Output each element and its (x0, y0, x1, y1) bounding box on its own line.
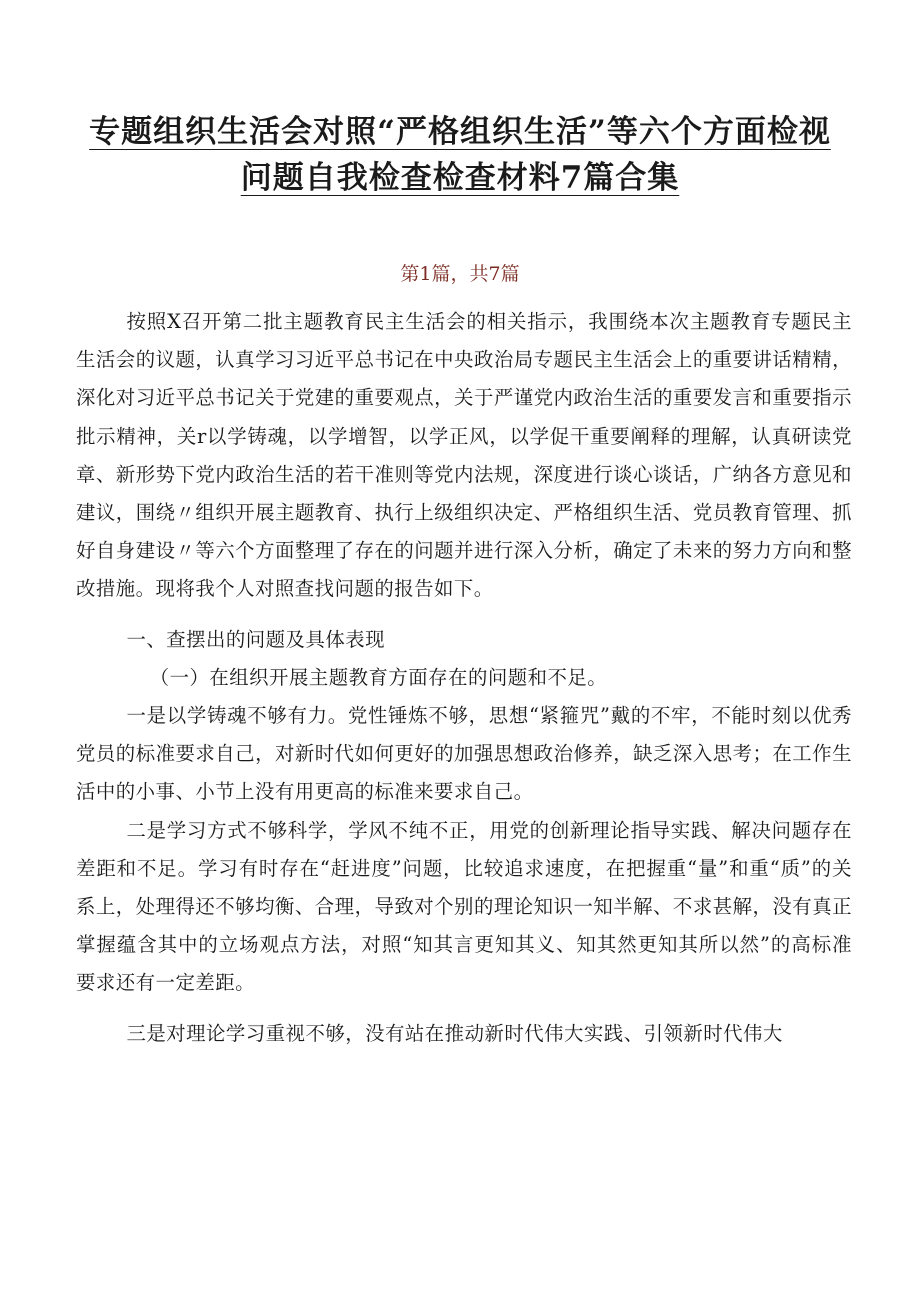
subsection-heading: （一）在组织开展主题教育方面存在的问题和不足。 (149, 665, 608, 689)
intro-paragraph: 按照X召开第二批主题教育民主生活会的相关指示，我围绕本次主题教育专题民主生活会的议题，认真学习习近平总书记在中央政治局专题民主生活会上的重要讲话精精，深化对习近平总书记关于党建的重要观点，关于严谨党内政治生活的重要发言和重要指示批示精神，关r以学铸魂，以学增智，以学正风，以学促干重要阐释的理解，认真研读党章、新形势下党内政治生活的若干准则等党内法规，深度进行谈心谈话，广纳各方意见和建议，围绕〃组织开展主题教育、执行上级组织决定、严格组织生活、党员教育管理、抓好自身建设〃等六个方面整理了存在的问题并进行深入分析，确定了未来的努力方向和整改措施。现将我个人对照查找问题的报告如下。 (76, 310, 852, 601)
document-title-line-2: 问题自我检查检查材料7篇合集 (240, 160, 680, 196)
section-heading: 一、查摆出的问题及具体表现 (126, 627, 386, 651)
body-paragraph: 一是以学铸魂不够有力。党性锤炼不够，思想“紧箍咒”戴的不牢，不能时刻以优秀党员的标准要求自己，对新时代如何更好的加强思想政治修养，缺乏深入思考；在工作生活中的小事、小节上没有用更高的标准来要求自己。 (76, 704, 852, 804)
part-label: 第1篇，共7篇 (400, 263, 520, 285)
body-paragraph: 二是学习方式不够科学，学风不纯不正，用党的创新理论指导实践、解决问题存在差距和不足。学习有时存在“赶进度”问题，比较追求速度，在把握重“量”和重“质”的关系上，处理得还不够均衡、合理，导致对个别的理论知识一知半解、不求甚解，没有真正掌握蕴含其中的立场观点方法，对照“知其言更知其义、知其然更知其所以然”的高标准要求还有一定差距。 (76, 818, 852, 995)
document-title-line-1: 专题组织生活会对照“严格组织生活”等六个方面检视 (89, 114, 831, 150)
document-body (76, 303, 852, 1053)
body-paragraph: 三是对理论学习重视不够，没有站在推动新时代伟大实践、引领新时代伟大 (126, 1021, 783, 1045)
